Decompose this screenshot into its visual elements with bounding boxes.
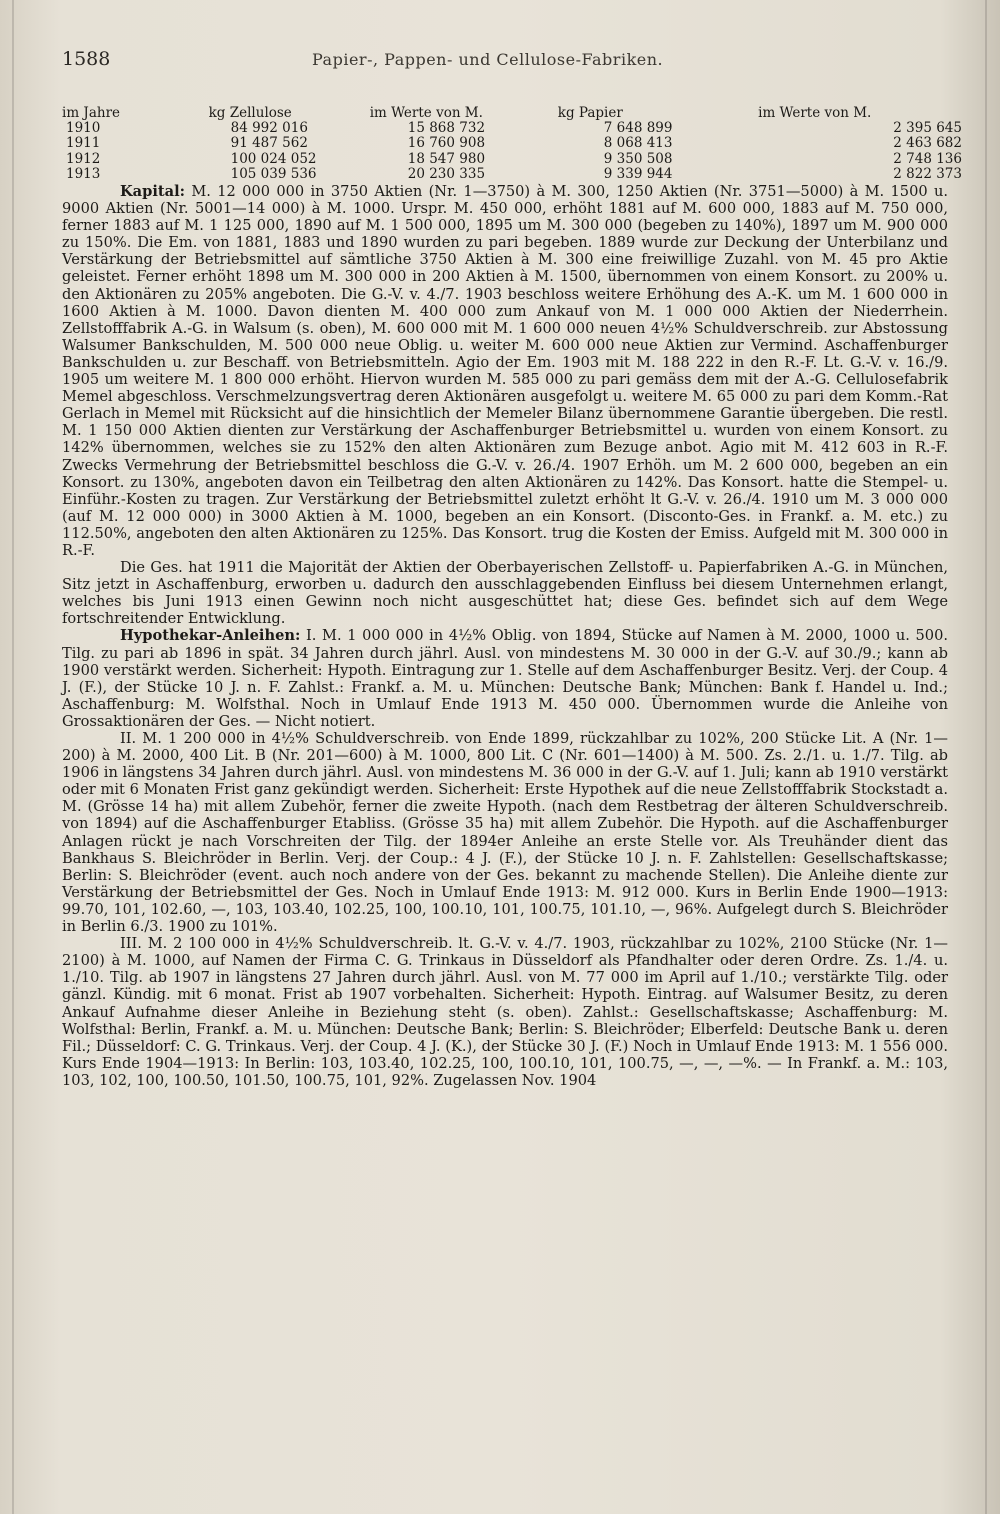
table-cell: 16 760 908 (407, 135, 486, 152)
article-body (62, 183, 948, 1089)
table-cell: 8 068 413 (603, 135, 673, 152)
table-cell: 105 039 536 (230, 165, 317, 182)
table-cell: 91 487 562 (230, 135, 308, 152)
table-cell: 7 648 899 (603, 120, 673, 137)
hypothekar-label: Hypothekar-Anleihen: (120, 627, 301, 645)
table-cell: 1911 (66, 135, 101, 152)
table-header-row (62, 106, 962, 121)
majority-paragraph: Die Ges. hat 1911 die Majorität der Aktien der Oberbayerischen Zellstoff- u. Papierfabriken A.-G. in München, Sitz jetzt in Aschaffenburg, erworben u. dadurch den ausschlaggebenden Einfluss bei diesem Unternehmen erlangt, welches bis Juni 1913 einen Gewinn noch nicht ausgeschüttet hat; diese Ges. befindet sich auf dem Wege fortschreitender Entwicklung. (62, 559, 948, 628)
kapital-text: M. 12 000 000 in 3750 Aktien (Nr. 1—3750) à M. 300, 1250 Aktien (Nr. 3751—5000) à M. 1500 u. 9000 Aktien (Nr. 5001—14 000) à M. 1000. Urspr. M. 450 000, erhöht 1881 auf M. 600 000, 1883 auf M. 750 000, ferner 1883 auf M. 1 125 000, 1890 auf M. 1 500 000, 1895 um M. 300 000 (begeben zu 140%), 1897 um M. 900 000 zu 150%. Die Em. von 1881, 1883 und 1890 wurden zu pari begeben. 1889 wurde zur Deckung der Unterbilanz und Verstärkung der Betriebsmittel auf sämtliche 3750 Aktien à M. 300 eine freiwillige Zuzahl. von M. 45 pro Aktie geleistet. Ferner erhöht 1898 um M. 300 000 in 200 Aktien à M. 1500, übernommen von einem Konsort. zu 200% u. den Aktionären zu 205% angeboten. Die G.-V. v. 4./7. 1903 beschloss weitere Erhöhung des A.-K. um M. 1 600 000 in 1600 Aktien à M. 1000. Davon dienten M. 400 000 zum Ankauf von M. 1 000 000 Aktien der Niederrhein. Zellstofffabrik A.-G. in Walsum (s. oben), M. 600 000 mit M. 1 600 000 neuen 4½% Schuldverschreib. zur Abstossung Walsumer Bankschulden, M. 500 000 neue Oblig. u. weiter M. 600 000 neue Aktien zur Vermind. Aschaffenburger Bankschulden u. zur Beschaff. von Betriebsmitteln. Agio der Em. 1903 mit M. 188 222 in den R.-F. Lt. G.-V. v. 16./9. 1905 um weitere M. 1 800 000 erhöht. Hiervon wurden M. 585 000 zu pari gemäss dem mit der A.-G. Cellulosefabrik Memel abgeschloss. Verschmelzungsvertrag deren Aktionären ausgefolgt u. weitere M. 65 000 zu pari dem Komm.-Rat Gerlach in Memel mit Rücksicht auf die hinsichtlich der Memeler Bilanz übernommene Garantie übergeben. Die restl. M. 1 150 000 Aktien dienten zur Verstärkung der Aschaffenburger Betriebsmittel u. wurden von einem Konsort. zu 142% übernommen, welches sie zu 152% den alten Aktionären zum Bezuge anbot. Agio mit M. 412 603 in R.-F. Zwecks Vermehrung der Betriebsmittel beschloss die G.-V. v. 26./4. 1907 Erhöh. um M. 2 600 000, begeben an ein Konsort. zu 130%, angeboten davon ein Teilbetrag den alten Aktionären zu 142%. Das Konsort. hatte die Stempel- u. Einführ.-Kosten zu tragen. Zur Verstärkung der Betriebsmittel zuletzt erhöht lt G.-V. v. 26./4. 1910 um M. 3 000 000 (auf M. 12 000 000) in 3000 Aktien à M. 1000, begeben an ein Konsort. (Disconto-Ges. in Frankf. a. M. etc.) zu 112.50%, angeboten den alten Aktionären zu 125%. Das Konsort. trug die Kosten der Emiss. Aufgeld mit M. 300 000 in R.-F. (62, 183, 949, 559)
column-header: im Werte von M. (369, 105, 483, 121)
table-cell: 20 230 335 (407, 165, 486, 182)
table-cell: 2 748 136 (893, 150, 962, 167)
table-row (62, 152, 962, 167)
table-row (62, 136, 962, 151)
table-cell: 1910 (66, 120, 101, 137)
hypothekar-paragraph-1 (62, 627, 948, 730)
page-number: 1588 (62, 48, 111, 70)
table-cell: 2 463 682 (893, 135, 962, 152)
column-header: im Jahre (62, 105, 121, 121)
running-title: Papier-, Pappen- und Cellulose-Fabriken. (312, 50, 664, 69)
page-header (62, 48, 938, 76)
scan-edge-left (12, 0, 14, 1514)
column-header: kg Zellulose (208, 105, 292, 121)
column-header: im Werte von M. (758, 105, 872, 121)
production-table (62, 106, 962, 182)
kapital-paragraph (62, 183, 948, 559)
table-cell: 9 339 944 (603, 165, 673, 182)
table-cell: 18 547 980 (407, 150, 486, 167)
scan-edge-right (985, 0, 987, 1514)
hypothekar-paragraph-2: II. M. 1 200 000 in 4½% Schuldverschreib. von Ende 1899, rückzahlbar zu 102%, 200 Stücke Lit. A (Nr. 1—200) à M. 2000, 400 Lit. B (Nr. 201—600) à M. 1000, 800 Lit. C (Nr. 601—1400) à M. 500. Zs. 2./1. u. 1./7. Tilg. ab 1906 in längstens 34 Jahren durch jährl. Ausl. von mindestens M. 36 000 in der G.-V. auf 1. Juli; kann ab 1910 verstärkt oder mit 6 Monaten Frist ganz gekündigt werden. Sicherheit: Erste Hypothek auf die neue Zellstofffabrik Stockstadt a. M. (Grösse 14 ha) mit allem Zubehör, ferner die zweite Hypoth. (nach dem Restbetrag der älteren Schuldverschreib. von 1894) auf die Aschaffenburger Etabliss. (Grösse 35 ha) mit allem Zubehör. Die Hypoth. auf die Aschaffenburger Anlagen rückt je nach Vorschreiten der Tilg. der 1894er Anleihe an erste Stelle vor. Als Treuhänder dient das Bankhaus S. Bleichröder in Berlin. Verj. der Coup.: 4 J. (F.), der Stücke 10 J. n. F. Zahlstellen: Gesellschaftskasse; Berlin: S. Bleichröder (event. auch noch andere von der Ges. bekannt zu machende Stellen). Die Anleihe diente zur Verstärkung der Betriebsmittel der Ges. Noch in Umlauf Ende 1913: M. 912 000. Kurs in Berlin Ende 1900—1913: 99.70, 101, 102.60, —, 103, 103.40, 102.25, 100, 100.10, 101, 100.75, 101.10, —, 96%. Aufgelegt durch S. Bleichröder in Berlin 6./3. 1900 zu 101%. (62, 730, 948, 936)
table-cell: 2 822 373 (893, 165, 962, 182)
table-cell: 1913 (66, 165, 101, 182)
hypothekar-part-1: I. M. 1 000 000 in 4½% Oblig. von 1894, Stücke auf Namen à M. 2000, 1000 u. 500. Tilg. zu pari ab 1896 in spät. 34 Jahren durch jährl. Ausl. von mindestens M. 30 000 in der G.-V. auf 30./9.; kann ab 1900 verstärkt werden. Sicherheit: Hypoth. Eintragung zur 1. Stelle auf dem Aschaffenburger Besitz. Verj. der Coup. 4 J. (F.), der Stücke 10 J. n. F. Zahlst.: Frankf. a. M. u. München: Deutsche Bank; München: Bank f. Handel u. Ind.; Aschaffenburg: M. Wolfsthal. Noch in Umlauf Ende 1913 M. 450 000. Übernommen wurde die Anleihe von Grossaktionären der Ges. — Nicht notiert. (62, 627, 949, 730)
table-cell: 15 868 732 (407, 120, 486, 137)
table-row (62, 121, 962, 136)
table-cell: 100 024 052 (230, 150, 317, 167)
table-cell: 1912 (66, 150, 101, 167)
table-cell: 9 350 508 (603, 150, 673, 167)
kapital-label: Kapital: (120, 183, 186, 200)
table-row (62, 167, 962, 182)
table-cell: 2 395 645 (893, 120, 962, 137)
hypothekar-paragraph-3: III. M. 2 100 000 in 4½% Schuldverschreib. lt. G.-V. v. 4./7. 1903, rückzahlbar zu 102%, 2100 Stücke (Nr. 1—2100) à M. 1000, auf Namen der Firma C. G. Trinkaus in Düsseldorf als Pfandhalter oder deren Ordre. Zs. 1./4. u. 1./10. Tilg. ab 1907 in längstens 27 Jahren durch jährl. Ausl. von M. 77 000 im April auf 1./10.; verstärkte Tilg. oder gänzl. Kündig. mit 6 monat. Frist ab 1907 vorbehalten. Sicherheit: Hypoth. Eintrag. auf Walsumer Besitz, zu deren Ankauf Aufnahme dieser Anleihe in Beziehung steht (s. oben). Zahlst.: Gesellschaftskasse; Aschaffenburg: M. Wolfsthal: Berlin, Frankf. a. M. u. München: Deutsche Bank; Berlin: S. Bleichröder; Elberfeld: Deutsche Bank u. deren Fil.; Düsseldorf: C. G. Trinkaus. Verj. der Coup. 4 J. (K.), der Stücke 30 J. (F.) Noch in Umlauf Ende 1913: M. 1 556 000. Kurs Ende 1904—1913: In Berlin: 103, 103.40, 102.25, 100, 100.10, 101, 100.75, —, —, —%. — In Frankf. a. M.: 103, 103, 102, 100, 100.50, 101.50, 100.75, 101, 92%. Zugelassen Nov. 1904 (62, 935, 948, 1089)
column-header: kg Papier (557, 105, 623, 121)
table-cell: 84 992 016 (230, 120, 308, 137)
